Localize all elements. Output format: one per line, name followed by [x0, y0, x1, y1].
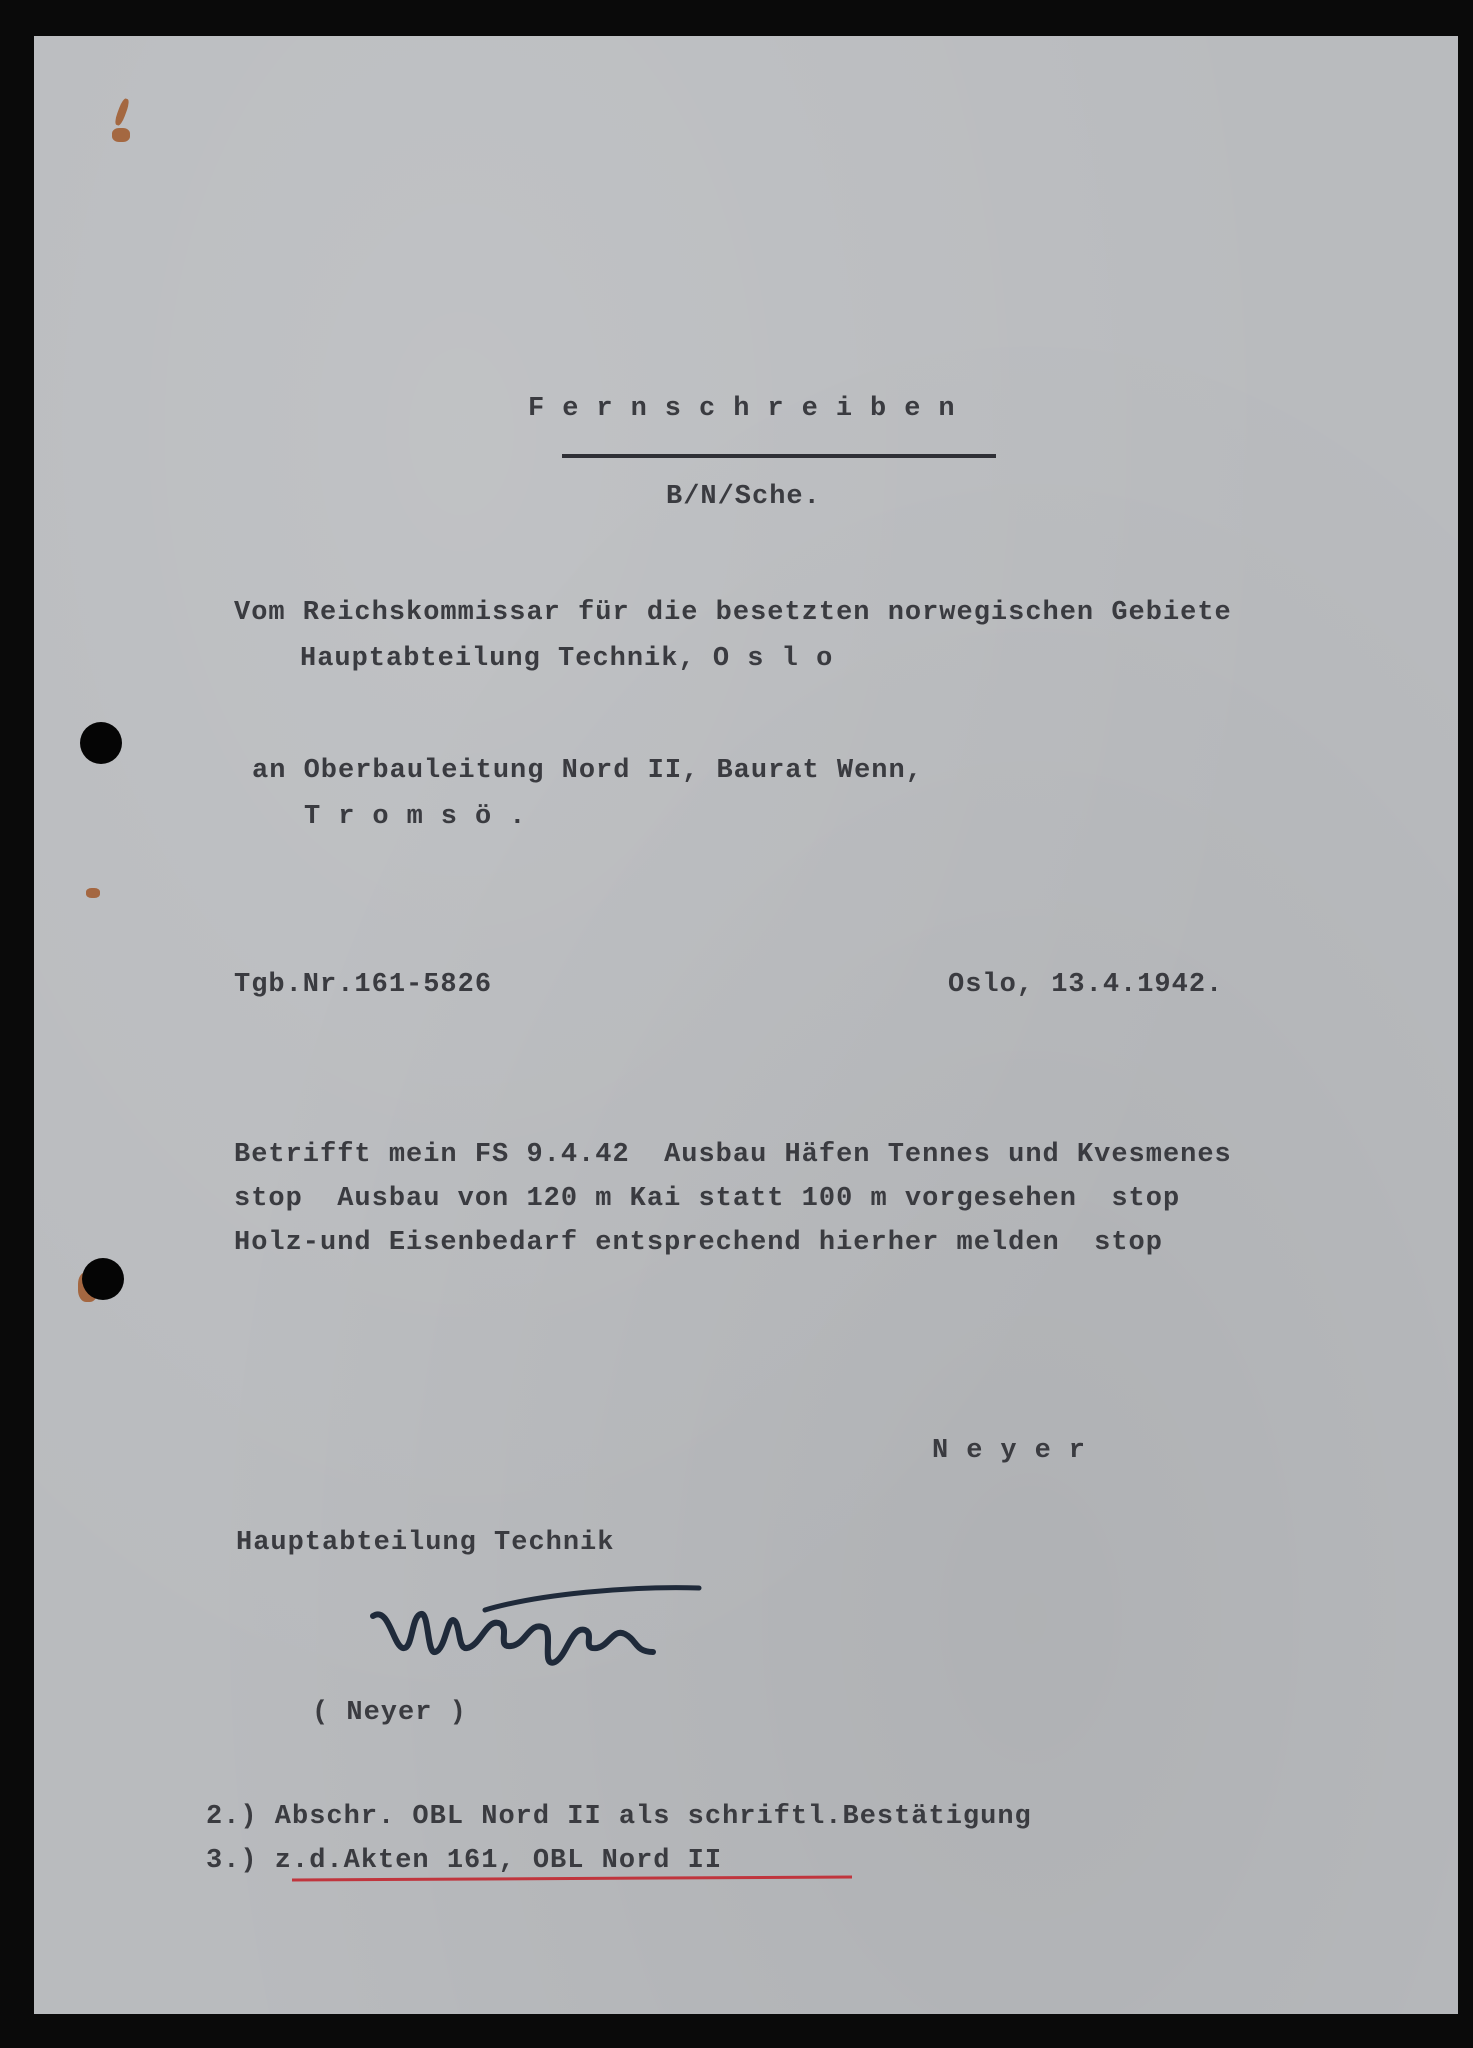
rust-mark	[112, 128, 130, 142]
punch-hole	[80, 722, 122, 764]
journal-number: Tgb.Nr.161-5826	[234, 970, 493, 1000]
place-date: Oslo, 13.4.1942.	[948, 970, 1224, 1000]
reference-code: B/N/Sche.	[666, 482, 821, 512]
note-2: 3.) z.d.Akten 161, OBL Nord II	[206, 1846, 723, 1876]
document-title: Fernschreiben	[528, 394, 973, 424]
sender-line-2: Hauptabteilung Technik, O s l o	[300, 644, 834, 674]
recipient-line-2: Tromsö.	[304, 802, 544, 832]
rust-mark	[113, 97, 130, 126]
recipient-line-1: an Oberbauleitung Nord II, Baurat Wenn,	[252, 756, 923, 786]
note-1: 2.) Abschr. OBL Nord II als schriftl.Bestätigung	[206, 1802, 1032, 1832]
red-underline	[292, 1876, 852, 1882]
body-line-3: Holz-und Eisenbedarf entsprechend hierher melden stop	[234, 1228, 1163, 1258]
department: Hauptabteilung Technik	[236, 1528, 615, 1558]
body-line-1: Betrifft mein FS 9.4.42 Ausbau Häfen Tennes und Kvesmenes	[234, 1140, 1232, 1170]
rust-mark	[86, 888, 100, 898]
typed-name: Neyer	[932, 1436, 1104, 1466]
punch-hole	[82, 1258, 124, 1300]
body-line-2: stop Ausbau von 120 m Kai statt 100 m vorgesehen stop	[234, 1184, 1181, 1214]
handwritten-signature	[369, 1576, 709, 1676]
document-page	[34, 36, 1458, 2014]
title-underline	[562, 454, 996, 458]
signatory-name: ( Neyer )	[312, 1698, 467, 1728]
sender-line-1: Vom Reichskommissar für die besetzten norwegischen Gebiete	[234, 598, 1232, 628]
